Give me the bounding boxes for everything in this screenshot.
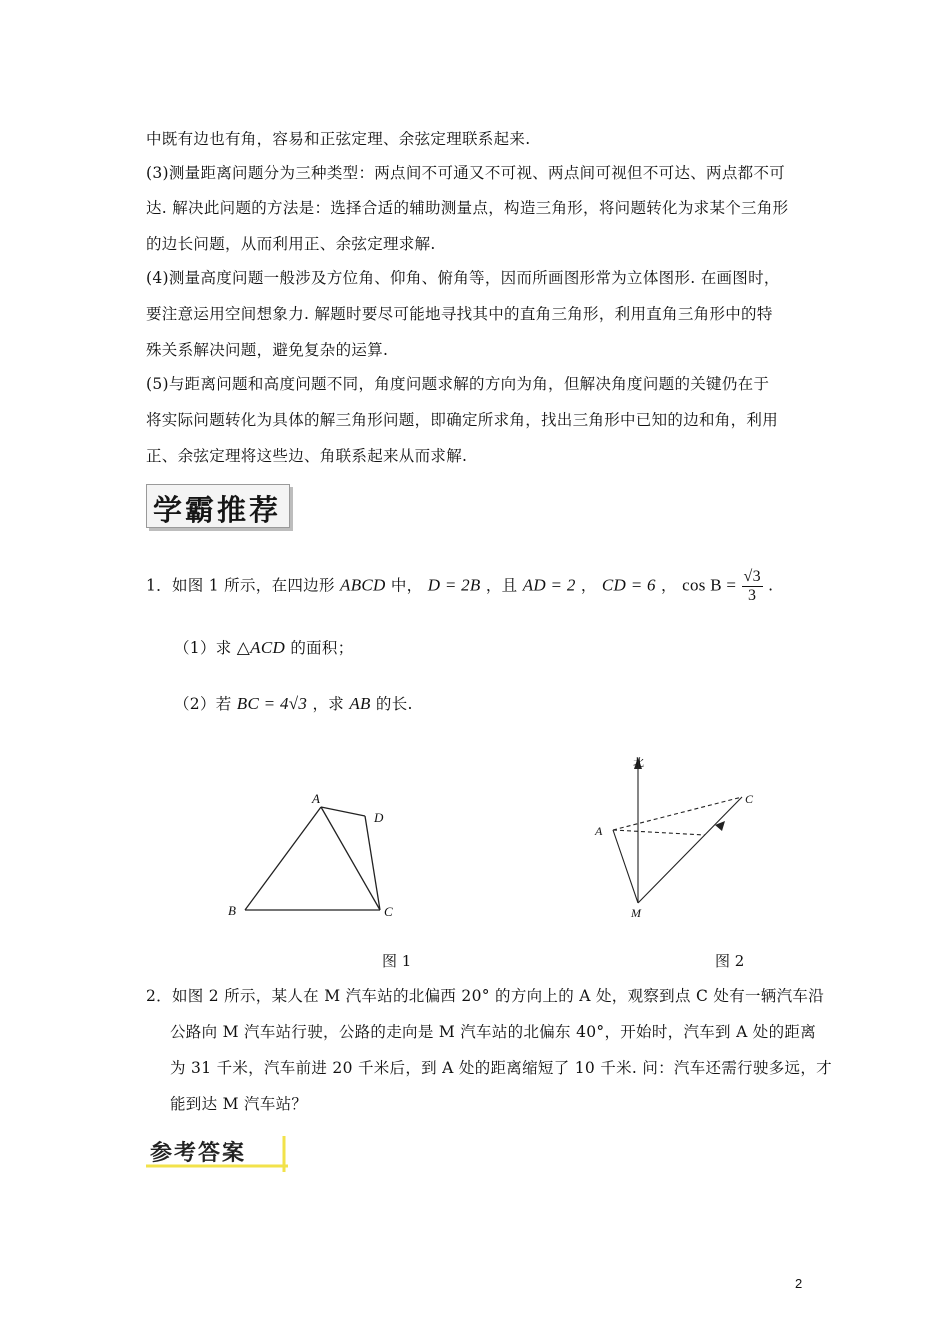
segment-ma — [613, 830, 638, 903]
condition-d-2b: D = 2B — [427, 575, 481, 595]
section-heading-box — [146, 484, 290, 528]
cos-denominator: 3 — [748, 587, 757, 604]
edge-ba — [245, 807, 321, 910]
item3-line-2: 达. 解决此问题的方法是：选择合适的辅助测量点，构造三角形，将问题转化为求某个三角形 — [146, 199, 789, 217]
fig1-label-d: D — [374, 810, 384, 825]
condition-bc: BC = 4√3 — [236, 694, 308, 713]
fig2-label-north: 北 — [633, 756, 644, 769]
part-1-prefix: （1）求 — [174, 639, 232, 657]
item5-line-2: 将实际问题转化为具体的解三角形问题，即确定所求角，找出三角形中已知的边和角，利用 — [146, 411, 779, 429]
cos-label: cos B = — [682, 575, 737, 595]
problem-1-mid2: ，且 — [485, 576, 518, 595]
problem-1-end: . — [768, 576, 774, 595]
item4-line-1: (4)测量高度问题一般涉及方位角、仰角、俯角等，因而所画图形常为立体图形. 在画图时， — [146, 269, 780, 287]
condition-ad: AD = 2 — [522, 575, 576, 595]
edge-ad — [321, 807, 365, 816]
item4-line-3: 殊关系解决问题，避免复杂的运算. — [146, 341, 389, 359]
problem-1-prefix: 1．如图 1 所示，在四边形 — [146, 576, 335, 595]
fig1-label-b: B — [228, 903, 236, 918]
problem-1-mid1: 中， — [390, 576, 423, 595]
problem-2-line-1: 2．如图 2 所示，某人在 M 汽车站的北偏西 20° 的方向上的 A 处，观察到点 C 处有一辆汽车沿 — [146, 987, 824, 1005]
condition-cd: CD = 6 — [601, 575, 656, 595]
fig2-label-c: C — [745, 792, 754, 806]
problem-2-line-2: 公路向 M 汽车站行驶，公路的走向是 M 汽车站的北偏东 40°，开始时，汽车到 A 处的距离 — [170, 1023, 816, 1041]
quad-name: ABCD — [340, 575, 386, 595]
answer-heading: 参考答案 — [150, 1140, 247, 1166]
road-mc — [638, 797, 742, 903]
figure-1 — [220, 780, 410, 925]
fig1-label-a: A — [312, 791, 320, 806]
page-number: 2 — [795, 1276, 803, 1291]
part-2-mid: ，求 — [312, 695, 345, 713]
problem-1-part-2 — [174, 694, 413, 714]
segment-ad-dashed — [613, 830, 705, 835]
problem-1-statement — [146, 568, 773, 605]
answer-heading-box — [146, 1134, 286, 1172]
problem-1-part-1 — [174, 638, 354, 658]
cos-fraction — [742, 568, 763, 605]
item3-line-1: (3)测量距离问题分为三种类型：两点间不可通又不可视、两点间可视但不可达、两点都不可 — [146, 164, 786, 182]
fig2-label-m: M — [631, 906, 641, 920]
fig2-label-a: A — [595, 824, 603, 838]
problem-1-sep: ， — [580, 576, 597, 595]
triangle-acd: △ACD — [236, 638, 286, 657]
item4-line-2: 要注意运用空间想象力. 解题时要尽可能地寻找其中的直角三角形，利用直角三角形中的特 — [146, 305, 773, 323]
cos-numerator: √3 — [743, 568, 761, 585]
part-1-suffix: 的面积； — [290, 639, 354, 657]
item3-line-3: 的边长问题，从而利用正、余弦定理求解. — [146, 235, 436, 253]
intro-line-1: 中既有边也有角，容易和正弦定理、余弦定理联系起来. — [146, 130, 531, 148]
figure-2-caption: 图 2 — [715, 952, 745, 970]
problem-1-sep2: ， — [661, 576, 677, 595]
problem-2-line-3: 为 31 千米，汽车前进 20 千米后，到 A 处的距离缩短了 10 千米. 问：汽车还需行驶多远，才 — [170, 1059, 832, 1077]
item5-line-1: (5)与距离问题和高度问题不同，角度问题求解的方向为角，但解决角度问题的关键仍在于 — [146, 375, 770, 393]
fig1-label-c: C — [384, 904, 393, 919]
figure-1-caption: 图 1 — [382, 952, 412, 970]
part-2-prefix: （2）若 — [174, 695, 232, 713]
figure-2 — [585, 745, 770, 925]
segment-ab: AB — [349, 694, 371, 713]
item5-line-3: 正、余弦定理将这些边、角联系起来从而求解. — [146, 447, 468, 465]
part-2-suffix: 的长. — [375, 695, 413, 713]
section-heading: 学霸推荐 — [153, 493, 282, 527]
problem-2-line-4: 能到达 M 汽车站？ — [170, 1095, 308, 1113]
